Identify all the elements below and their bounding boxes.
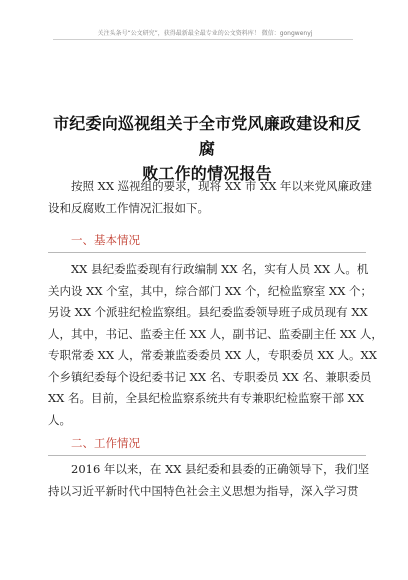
document-title bbox=[48, 111, 366, 186]
paragraph-line: 持以习近平新时代中国特色社会主义思想为指导，深入学习贯 bbox=[48, 483, 359, 498]
paragraph-line: 关内设 XX 个室，其中，综合部门 XX 个，纪检监察室 XX 个； bbox=[48, 283, 373, 298]
section1-paragraph bbox=[48, 259, 383, 431]
paragraph-line: 人，其中，书记、监委主任 XX 人，副书记、监委副主任 XX 人， bbox=[48, 326, 383, 341]
paragraph-line: 另设 XX 个派驻纪检监察组。县纪委监委领导班子成员现有 XX bbox=[48, 305, 368, 319]
intro-paragraph bbox=[48, 176, 373, 219]
header-divider bbox=[53, 39, 353, 40]
paragraph-line: 专职常委 XX 人，常委兼监委委员 XX 人，专职委员 XX 人。XX bbox=[48, 348, 377, 362]
paragraph-line: 个乡镇纪委每个设纪委书记 XX 名、专职委员 XX 名、兼职委员 bbox=[48, 369, 372, 384]
section-divider bbox=[48, 252, 366, 253]
section2-paragraph bbox=[48, 459, 370, 502]
paragraph-line: 按照 XX 巡视组的要求，现将 XX 市 XX 年以来党风廉政建 bbox=[71, 179, 373, 193]
section-divider bbox=[48, 455, 366, 456]
paragraph-line: 2016 年以来，在 XX 县纪委和县委的正确领导下，我们坚 bbox=[71, 462, 370, 476]
title-line: 败工作的情况报告 bbox=[142, 164, 272, 183]
header-note: 关注头条号“公文研究”，获得最新最全最专业的公文资料库！ 微信：gongwenyj bbox=[97, 30, 313, 37]
paragraph-line: XX 县纪委监委现有行政编制 XX 名，实有人员 XX 人。机 bbox=[71, 262, 369, 276]
section-heading-work: 二、工作情况 bbox=[71, 436, 140, 450]
paragraph-line: 设和反腐败工作情况汇报如下。 bbox=[48, 200, 209, 215]
paragraph-line: 人。 bbox=[48, 412, 71, 427]
section-heading-basic: 一、基本情况 bbox=[71, 233, 140, 247]
title-line: 市纪委向巡视组关于全市党风廉政建设和反腐 bbox=[53, 114, 361, 158]
paragraph-line: XX 名。目前，全县纪检监察系统共有专兼职纪检监察干部 XX bbox=[48, 391, 365, 405]
